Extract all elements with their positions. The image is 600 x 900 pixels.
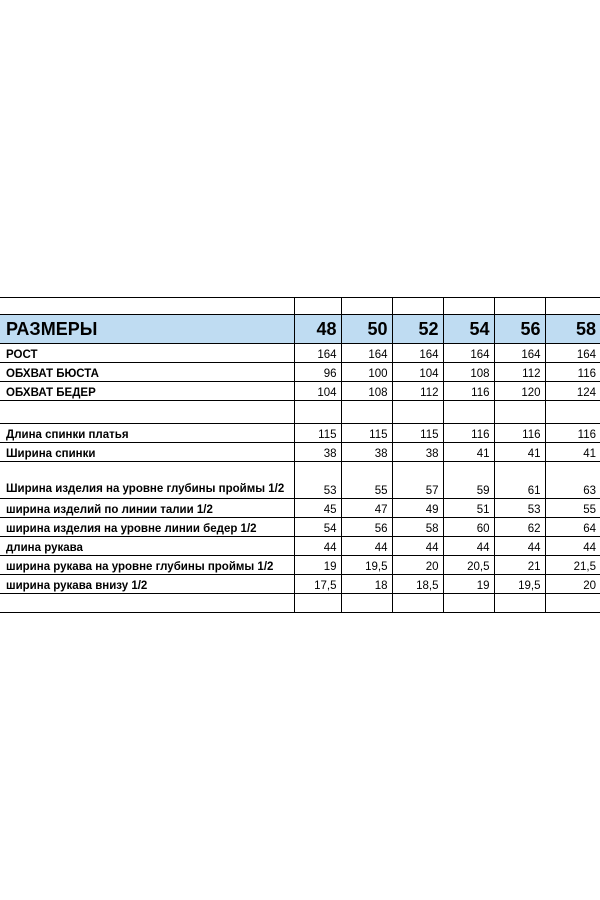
value-cell: 100 [341,363,392,382]
value-cell: 38 [392,443,443,462]
table-row [0,537,600,556]
value-cell: 116 [545,363,600,382]
table-blank-row [0,594,600,613]
row-label: ОБХВАТ БЮСТА [0,363,294,382]
row-label: длина рукава [0,537,294,556]
table-row [0,382,600,401]
table-row [0,344,600,363]
size-cell: 54 [443,315,494,344]
value-cell: 19,5 [494,575,545,594]
size-cell: 52 [392,315,443,344]
value-cell: 115 [341,424,392,443]
value-cell: 20 [545,575,600,594]
value-cell: 21,5 [545,556,600,575]
size-cell: 56 [494,315,545,344]
value-cell: 44 [545,537,600,556]
value-cell: 104 [392,363,443,382]
value-cell: 104 [294,382,341,401]
table-spacer-row [0,298,600,315]
value-cell: 61 [494,462,545,499]
value-cell: 41 [494,443,545,462]
value-cell: 164 [392,344,443,363]
value-cell: 53 [294,462,341,499]
row-label: Ширина изделия на уровне глубины проймы 1/2 [0,462,294,499]
row-label: ширина рукава внизу 1/2 [0,575,294,594]
value-cell: 108 [443,363,494,382]
value-cell: 49 [392,499,443,518]
value-cell: 53 [494,499,545,518]
row-label: ширина изделий по линии талии 1/2 [0,499,294,518]
table-row [0,556,600,575]
value-cell: 51 [443,499,494,518]
value-cell: 56 [341,518,392,537]
value-cell: 164 [494,344,545,363]
value-cell: 59 [443,462,494,499]
value-cell: 19 [443,575,494,594]
table-row [0,499,600,518]
value-cell: 55 [545,499,600,518]
value-cell: 116 [443,382,494,401]
value-cell: 20,5 [443,556,494,575]
value-cell: 45 [294,499,341,518]
value-cell: 18 [341,575,392,594]
value-cell: 58 [392,518,443,537]
value-cell: 44 [443,537,494,556]
row-label: ширина изделия на уровне линии бедер 1/2 [0,518,294,537]
value-cell: 47 [341,499,392,518]
value-cell: 55 [341,462,392,499]
value-cell: 96 [294,363,341,382]
value-cell: 116 [443,424,494,443]
value-cell: 19,5 [341,556,392,575]
table-row [0,424,600,443]
value-cell: 120 [494,382,545,401]
value-cell: 64 [545,518,600,537]
table-blank-row [0,401,600,424]
table-row [0,518,600,537]
row-label: Длина спинки платья [0,424,294,443]
table-row [0,575,600,594]
value-cell: 115 [294,424,341,443]
table-row [0,363,600,382]
value-cell: 21 [494,556,545,575]
value-cell: 112 [392,382,443,401]
size-cell: 48 [294,315,341,344]
value-cell: 18,5 [392,575,443,594]
value-cell: 41 [545,443,600,462]
value-cell: 62 [494,518,545,537]
value-cell: 44 [341,537,392,556]
value-cell: 20 [392,556,443,575]
value-cell: 17,5 [294,575,341,594]
value-cell: 54 [294,518,341,537]
row-label: ширина рукава на уровне глубины проймы 1/2 [0,556,294,575]
value-cell: 116 [494,424,545,443]
value-cell: 41 [443,443,494,462]
value-cell: 124 [545,382,600,401]
size-chart-table [0,297,600,613]
value-cell: 38 [294,443,341,462]
table-header-row [0,315,600,344]
size-cell: 58 [545,315,600,344]
value-cell: 164 [545,344,600,363]
value-cell: 44 [392,537,443,556]
value-cell: 44 [494,537,545,556]
header-label: РАЗМЕРЫ [0,315,294,344]
table-row [0,443,600,462]
value-cell: 19 [294,556,341,575]
value-cell: 116 [545,424,600,443]
value-cell: 112 [494,363,545,382]
value-cell: 44 [294,537,341,556]
value-cell: 164 [341,344,392,363]
row-label: Ширина спинки [0,443,294,462]
value-cell: 164 [443,344,494,363]
value-cell: 108 [341,382,392,401]
row-label: ОБХВАТ БЕДЕР [0,382,294,401]
value-cell: 60 [443,518,494,537]
value-cell: 63 [545,462,600,499]
value-cell: 164 [294,344,341,363]
table-row [0,462,600,499]
size-cell: 50 [341,315,392,344]
row-label: РОСТ [0,344,294,363]
value-cell: 115 [392,424,443,443]
value-cell: 57 [392,462,443,499]
value-cell: 38 [341,443,392,462]
